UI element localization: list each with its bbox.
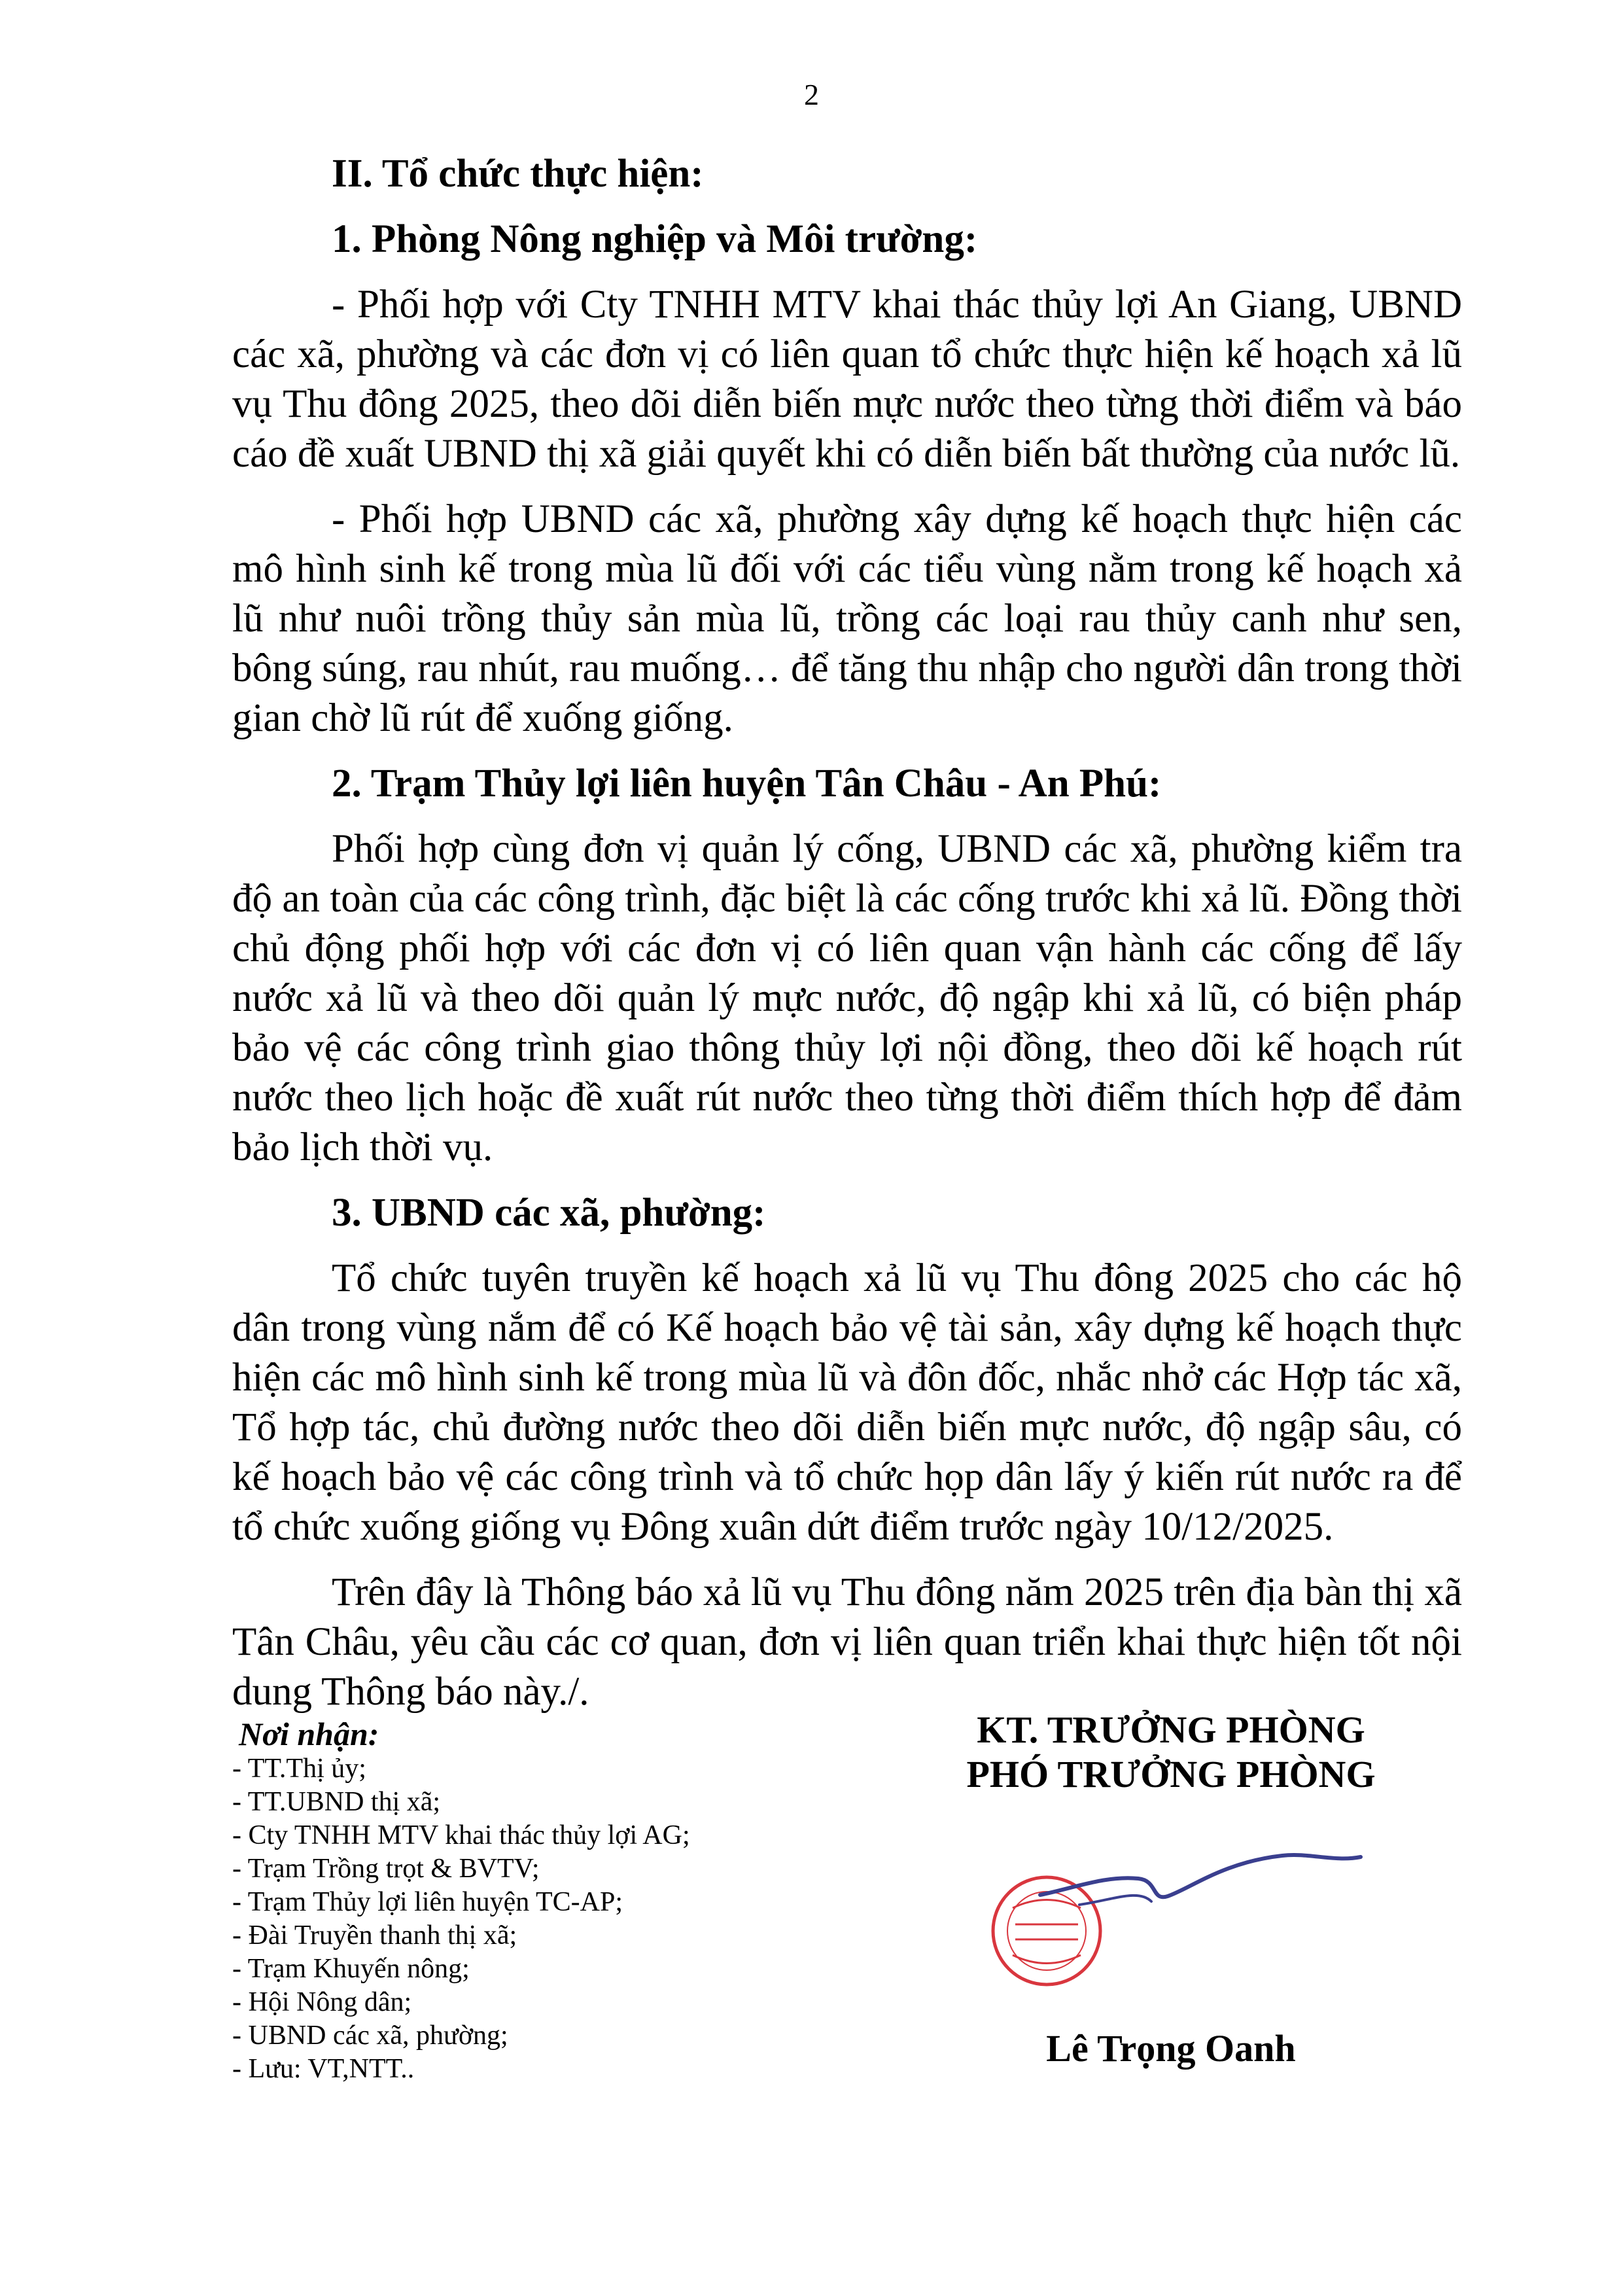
signature-block <box>922 1708 1420 2072</box>
section-1-heading: 1. Phòng Nông nghiệp và Môi trường: <box>332 217 978 261</box>
recipient-item: - Đài Truyền thanh thị xã; <box>232 1920 517 1951</box>
recipients-block <box>232 1716 821 2086</box>
recipient-item: - Hội Nông dân; <box>232 1987 412 2017</box>
recipient-item: - UBND các xã, phường; <box>232 2021 508 2051</box>
section-2-heading: 2. Trạm Thủy lợi liên huyện Tân Châu - An Phú: <box>332 762 1162 805</box>
recipient-item: - Trạm Trồng trọt & BVTV; <box>232 1854 540 1884</box>
recipient-item: - Trạm Thủy lợi liên huyện TC-AP; <box>232 1887 623 1917</box>
official-stamp-icon <box>942 1816 1400 2013</box>
section-2-paragraph-1: Phối hợp cùng đơn vị quản lý cống, UBND các xã, phường kiểm tra độ an toàn của các công trình, đặc biệt là các cống trước khi xả lũ. Đồng thời chủ động phối hợp với các đơn vị có liên quan vận hành các cống để lấy nước xả lũ và theo dõi quản lý mực nước, độ ngập khi xả lũ, có biện pháp bảo vệ các công trình giao thông thủy lợi nội đồng, theo dõi kế hoạch rút nước theo lịch hoặc đề xuất rút nước theo từng thời điểm thích hợp để đảm bảo lịch thời vụ. <box>232 827 1462 1169</box>
section-3-heading: 3. UBND các xã, phường: <box>332 1191 766 1235</box>
stamp-and-signature <box>942 1816 1400 2013</box>
signature-title-2: PHÓ TRƯỞNG PHÒNG <box>966 1753 1376 1795</box>
signer-name: Lê Trọng Oanh <box>1046 2027 1296 2070</box>
section-3-paragraph-1: Tổ chức tuyên truyền kế hoạch xả lũ vụ Thu đông 2025 cho các hộ dân trong vùng nắm để có Kế hoạch bảo vệ tài sản, xây dựng kế hoạch thực hiện các mô hình sinh kế trong mùa lũ và đôn đốc, nhắc nhở các Hợp tác xã, Tổ hợp tác, chủ đường nước theo dõi diễn biến mực nước, độ ngập sâu, có kế hoạch bảo vệ các công trình và tổ chức họp dân lấy ý kiến rút nước ra để tổ chức xuống giống vụ Đông xuân dứt điểm trước ngày 10/12/2025. <box>232 1256 1462 1549</box>
recipient-item: - Cty TNHH MTV khai thác thủy lợi AG; <box>232 1820 690 1850</box>
recipients-title: Nơi nhận: <box>239 1716 379 1752</box>
signature-title-1: KT. TRƯỞNG PHÒNG <box>977 1708 1365 1751</box>
recipient-item: - TT.UBND thị xã; <box>232 1787 441 1817</box>
page-number: 2 <box>804 78 819 111</box>
section-heading: II. Tổ chức thực hiện: <box>332 152 704 196</box>
section-1-paragraph-2: - Phối hợp UBND các xã, phường xây dựng kế hoạch thực hiện các mô hình sinh kế trong mùa lũ đối với các tiểu vùng nằm trong kế hoạch xả lũ như nuôi trồng thủy sản mùa lũ, trồng các loại rau thủy canh như sen, bông súng, rau nhút, rau muống… để tăng thu nhập cho người dân trong thời gian chờ lũ rút để xuống giống. <box>232 497 1462 740</box>
recipients-list <box>232 1752 821 2086</box>
section-1-paragraph-1: - Phối hợp với Cty TNHH MTV khai thác thủy lợi An Giang, UBND các xã, phường và các đơn vị có liên quan tổ chức thực hiện kế hoạch xả lũ vụ Thu đông 2025, theo dõi diễn biến mực nước theo từng thời điểm và báo cáo đề xuất UBND thị xã giải quyết khi có diễn biến bất thường của nước lũ. <box>232 283 1462 476</box>
closing-paragraph: Trên đây là Thông báo xả lũ vụ Thu đông năm 2025 trên địa bàn thị xã Tân Châu, yêu cầu các cơ quan, đơn vị liên quan triển khai thực hiện tốt nội dung Thông báo này./. <box>232 1570 1462 1714</box>
recipient-item: - Trạm Khuyến nông; <box>232 1954 470 1984</box>
recipient-item: - Lưu: VT,NTT.. <box>232 2054 415 2084</box>
recipient-item: - TT.Thị ủy; <box>232 1754 366 1784</box>
document-body <box>232 149 1462 1733</box>
